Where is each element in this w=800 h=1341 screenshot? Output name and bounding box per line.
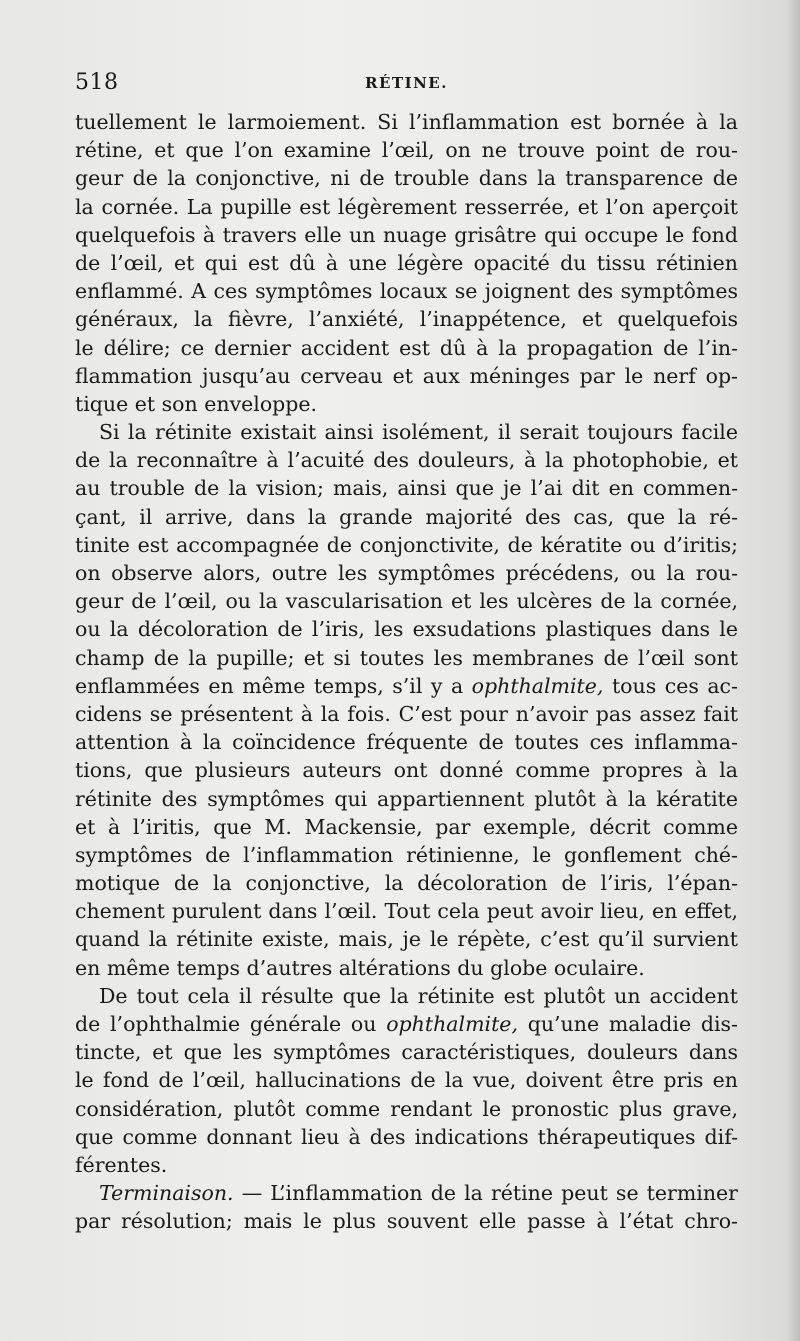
text-line: quelquefois à travers elle un nuage grisâtre qui occupe le fond xyxy=(75,222,738,247)
text-segment: qu’une maladie dis- xyxy=(527,1012,738,1036)
text-line: symptômes de l’inflammation rétinienne, le gonflement ché- xyxy=(75,842,738,867)
text-line: rétinite des symptômes qui appartiennent plutôt à la kératite xyxy=(75,786,738,811)
text-line: au trouble de la vision; mais, ainsi que je l’ai dit en commen- xyxy=(75,476,738,501)
page-header xyxy=(75,70,738,106)
text-line: considération, plutôt comme rendant le pronostic plus grave, xyxy=(75,1096,738,1121)
text-line: quand la rétinite existe, mais, je le répète, c’est qu’il survient xyxy=(75,927,738,952)
italic-term: ophthalmite, xyxy=(471,673,604,698)
text-line: attention à la coïncidence fréquente de toutes ces inflamma- xyxy=(75,730,738,755)
text-line-with-italic xyxy=(75,1010,738,1038)
text-line: motique de la conjonctive, la décoloration de l’iris, l’épan- xyxy=(75,871,738,896)
paragraph-start-line: Si la rétinite existait ainsi isolément, il serait toujours facile xyxy=(99,420,738,445)
text-segment: enflammées en même temps, s’il y a xyxy=(75,673,464,698)
text-line: on observe alors, outre les symptômes précédens, ou la rou- xyxy=(75,561,738,585)
paragraph-end-line: tique et son enveloppe. xyxy=(75,391,318,416)
section-start-line xyxy=(75,1179,738,1207)
page-number: 518 xyxy=(75,70,119,95)
page-edge-shadow xyxy=(786,0,800,1341)
text-line: le délire; ce dernier accident est dû à la propagation de l’in- xyxy=(75,335,738,360)
section-heading-italic: Terminaison. xyxy=(99,1181,234,1206)
text-line: le fond de l’œil, hallucinations de la vue, doivent être pris en xyxy=(75,1068,738,1093)
text-line: généraux, la fièvre, l’anxiété, l’inappétence, et quelquefois xyxy=(75,307,738,332)
text-line: geur de l’œil, ou la vascularisation et les ulcères de la cornée, xyxy=(75,589,738,614)
paragraph-end-line: en même temps d’autres altérations du globe oculaire. xyxy=(75,955,645,980)
text-line: de l’œil, et qui est dû à une légère opacité du tissu rétinien xyxy=(75,250,738,275)
text-line: tuellement le larmoiement. Si l’inflammation est bornée à la xyxy=(75,110,738,134)
text-line: rétine, et que l’on examine l’œil, on ne trouve point de rou- xyxy=(75,138,738,163)
text-line: de la reconnaître à l’acuité des douleurs, à la photophobie, et xyxy=(75,448,738,473)
text-line: çant, il arrive, dans la grande majorité des cas, que la ré- xyxy=(75,504,738,529)
text-line: par résolution; mais le plus souvent elle passe à l’état chro- xyxy=(75,1207,738,1235)
italic-term: ophthalmite, xyxy=(386,1012,518,1036)
paragraph-start-line: De tout cela il résulte que la rétinite est plutôt un accident xyxy=(99,983,738,1008)
text-line: que comme donnant lieu à des indications thérapeutiques dif- xyxy=(75,1124,738,1149)
text-line: flammation jusqu’au cerveau et aux méninges par le nerf op- xyxy=(75,363,738,388)
text-line: enflammé. A ces symptômes locaux se joignent des symptômes xyxy=(75,279,738,304)
body-text xyxy=(75,108,738,1236)
text-line: cidens se présentent à la fois. C’est pour n’avoir pas assez fait xyxy=(75,701,738,726)
text-line-with-italic xyxy=(75,672,738,700)
text-line: tinite est accompagnée de conjonctivite, de kératite ou d’iritis; xyxy=(75,532,738,557)
text-line: champ de la pupille; et si toutes les membranes de l’œil sont xyxy=(75,645,738,670)
text-line: la cornée. La pupille est légèrement resserrée, et l’on aperçoit xyxy=(75,194,738,219)
text-line: et à l’iritis, que M. Mackensie, par exemple, décrit comme xyxy=(75,814,738,839)
text-segment: — L’inflammation de la rétine peut se terminer xyxy=(241,1181,738,1206)
text-line: tions, que plusieurs auteurs ont donné comme propres à la xyxy=(75,758,738,783)
text-line: chement purulent dans l’œil. Tout cela peut avoir lieu, en effet, xyxy=(75,899,738,924)
text-line: tincte, et que les symptômes caractéristiques, douleurs dans xyxy=(75,1040,738,1065)
text-line: geur de la conjonctive, ni de trouble dans la transparence de xyxy=(75,166,738,191)
paragraph-end-line: férentes. xyxy=(75,1152,168,1177)
text-line: ou la décoloration de l’iris, les exsudations plastiques dans le xyxy=(75,617,738,642)
text-segment: tous ces ac- xyxy=(611,673,738,698)
running-title: RÉTINE. xyxy=(365,74,448,92)
text-segment: de l’ophthalmie générale ou xyxy=(75,1012,377,1036)
